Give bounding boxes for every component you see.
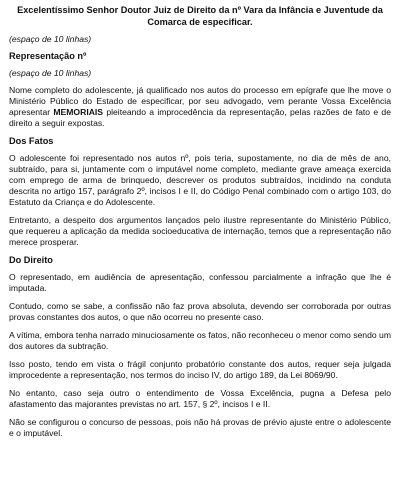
intro-text: Nome completo do adolescente, já qualificado nos autos do processo em epígrafe que lhe move o Ministério Público do Estado de especificar, por seu advogado, vem perante Vossa Excelência apresentar [9,85,391,117]
paragraph: Contudo, como se sabe, a confissão não faz prova absoluta, devendo ser corroborada por outras provas constantes dos autos, o que não ocorreu no presente caso. [9,301,391,322]
heading-fatos: Dos Fatos [9,136,54,146]
paragraph: No entanto, caso seja outro o entendimento de Vossa Excelência, pugna a Defesa pelo afastamento das majorantes previstas no art. 157, § 2º, incisos I e II. [9,388,391,409]
heading-direito: Do Direito [9,255,53,265]
intro-text-end: pleiteando a improcedência da representação, pelas razões de fato e de direito a seguir expostas. [9,107,391,128]
document-title: Excelentíssimo Senhor Doutor Juiz de Direito da nº Vara da Infância e Juventude da Comarca de especificar. [17,5,383,27]
paragraph: Entretanto, a despeito dos argumentos lançados pelo ilustre representante do Ministério Público, que requereu a aplicação da medida socioeducativa de internação, temos que a representação não merece prosperar. [9,215,391,247]
paragraph: O adolescente foi representado nos autos nº, pois teria, supostamente, no dia de mês de ano, subtraído, para si, juntamente com o imputável nome completo, mediante grave ameaça exercida com emprego de arma de brinquedo, descrever os produtos subtraídos, incidindo na conduta descrita no artigo 157, parágrafo 2º, incisos I e II, do Código Penal combinado com o artigo 103, do Estatuto da Criança e do Adolescente. [9,153,391,207]
paragraph: A vítima, embora tenha narrado minuciosamente os fatos, não reconheceu o menor como sendo um dos autores da subtração. [9,330,391,351]
paragraph: Isso posto, tendo em vista o frágil conjunto probatório constante dos autos, requer seja julgada improcedente a representação, nos termos do inciso IV, do artigo 189, da Lei 8069/90. [9,359,391,380]
memoriais-bold: MEMORIAIS [53,107,104,117]
paragraph: Não se configurou o concurso de pessoas, pois não há provas de prévio ajuste entre o adolescente e o imputável. [9,417,391,438]
intro-paragraph [9,85,391,129]
spacing-note: (espaço de 10 linhas) [9,34,92,44]
paragraph: O representado, em audiência de apresentação, confessou parcialmente a infração que lhe é imputada. [9,272,391,293]
spacing-note: (espaço de 10 linhas) [9,68,92,78]
heading-representacao: Representação nº [9,51,87,61]
